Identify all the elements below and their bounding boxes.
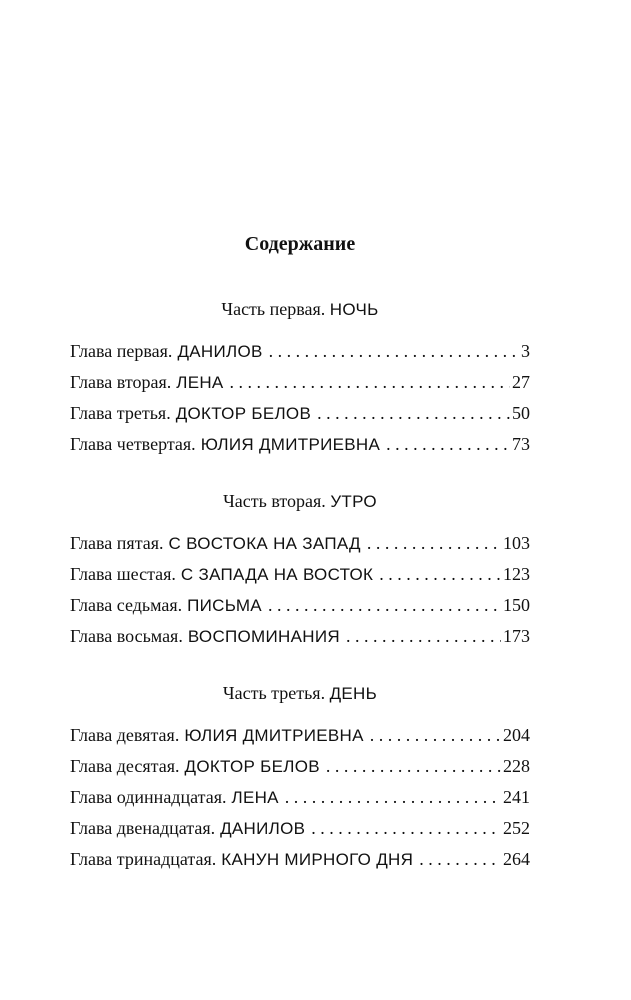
- dot-leader: [268, 594, 501, 616]
- part-heading-3: [0, 682, 600, 705]
- chapter-title: ВОСПОМИНАНИЯ: [187, 627, 340, 646]
- chapter-label: Глава десятая.: [70, 756, 180, 776]
- chapter-list-1: [70, 340, 530, 464]
- dot-leader: [317, 402, 510, 424]
- page-number: 123: [503, 564, 530, 584]
- chapter-title: ЮЛИЯ ДМИТРИЕВНА: [184, 726, 364, 745]
- chapter-list-3: [70, 724, 530, 879]
- page-number: 150: [503, 595, 530, 615]
- dot-leader: [285, 786, 501, 808]
- chapter-label: Глава восьмая.: [70, 626, 183, 646]
- chapter-title: С ВОСТОКА НА ЗАПАД: [168, 534, 361, 553]
- chapter-title: ЛЕНА: [231, 788, 279, 807]
- toc-entry[interactable]: [70, 724, 530, 755]
- chapter-label: Глава седьмая.: [70, 595, 183, 615]
- page-number: 173: [503, 626, 530, 646]
- chapter-title: ДАНИЛОВ: [177, 342, 263, 361]
- page-number: 264: [503, 849, 530, 869]
- page-number: 3: [521, 341, 530, 361]
- part-name: УТРО: [330, 492, 377, 511]
- dot-leader: [269, 340, 519, 362]
- chapter-title: ДАНИЛОВ: [220, 819, 306, 838]
- dot-leader: [379, 563, 501, 585]
- dot-leader: [386, 433, 510, 455]
- chapter-label: Глава четвертая.: [70, 434, 196, 454]
- chapter-label: Глава пятая.: [70, 533, 164, 553]
- chapter-title: ДОКТОР БЕЛОВ: [184, 757, 320, 776]
- chapter-title: ПИСЬМА: [187, 596, 262, 615]
- page-number: 103: [503, 533, 530, 553]
- dot-leader: [367, 532, 501, 554]
- toc-entry[interactable]: [70, 755, 530, 786]
- part-name: НОЧЬ: [329, 300, 379, 319]
- chapter-label: Глава первая.: [70, 341, 173, 361]
- chapter-label: Глава двенадцатая.: [70, 818, 216, 838]
- chapter-title: ДОКТОР БЕЛОВ: [175, 404, 312, 423]
- toc-entry[interactable]: [70, 532, 530, 563]
- chapter-title: С ЗАПАДА НА ВОСТОК: [180, 565, 374, 584]
- chapter-label: Глава тринадцатая.: [70, 849, 217, 869]
- toc-entry[interactable]: [70, 594, 530, 625]
- page-number: 73: [512, 434, 530, 454]
- page-number: 27: [512, 372, 530, 392]
- toc-entry[interactable]: [70, 786, 530, 817]
- toc-entry[interactable]: [70, 848, 530, 879]
- page-number: 204: [503, 725, 530, 745]
- chapter-list-2: [70, 532, 530, 656]
- dot-leader: [370, 724, 501, 746]
- toc-entry[interactable]: [70, 563, 530, 594]
- chapter-label: Глава шестая.: [70, 564, 176, 584]
- toc-entry[interactable]: [70, 402, 530, 433]
- dot-leader: [230, 371, 510, 393]
- page-number: 241: [503, 787, 530, 807]
- part-label: Часть первая.: [221, 299, 326, 319]
- page-title: Содержание: [244, 233, 356, 255]
- part-label: Часть третья.: [222, 683, 326, 703]
- part-label: Часть вторая.: [223, 491, 326, 511]
- chapter-label: Глава вторая.: [70, 372, 172, 392]
- toc-entry[interactable]: [70, 433, 530, 464]
- chapter-label: Глава девятая.: [70, 725, 180, 745]
- page-number: 228: [503, 756, 530, 776]
- dot-leader: [326, 755, 501, 777]
- dot-leader: [346, 625, 501, 647]
- page-number: 50: [512, 403, 530, 423]
- part-name: ДЕНЬ: [329, 684, 378, 703]
- dot-leader: [419, 848, 501, 870]
- chapter-title: ЛЕНА: [176, 373, 224, 392]
- toc-entry[interactable]: [70, 340, 530, 371]
- chapter-label: Глава третья.: [70, 403, 171, 423]
- chapter-label: Глава одиннадцатая.: [70, 787, 227, 807]
- page-number: 252: [503, 818, 530, 838]
- toc-entry[interactable]: [70, 625, 530, 656]
- chapter-title: ЮЛИЯ ДМИТРИЕВНА: [200, 435, 381, 454]
- toc-entry[interactable]: [70, 817, 530, 848]
- part-heading-1: [0, 298, 600, 321]
- dot-leader: [311, 817, 501, 839]
- chapter-title: КАНУН МИРНОГО ДНЯ: [221, 850, 414, 869]
- toc-entry[interactable]: [70, 371, 530, 402]
- part-heading-2: [0, 490, 600, 513]
